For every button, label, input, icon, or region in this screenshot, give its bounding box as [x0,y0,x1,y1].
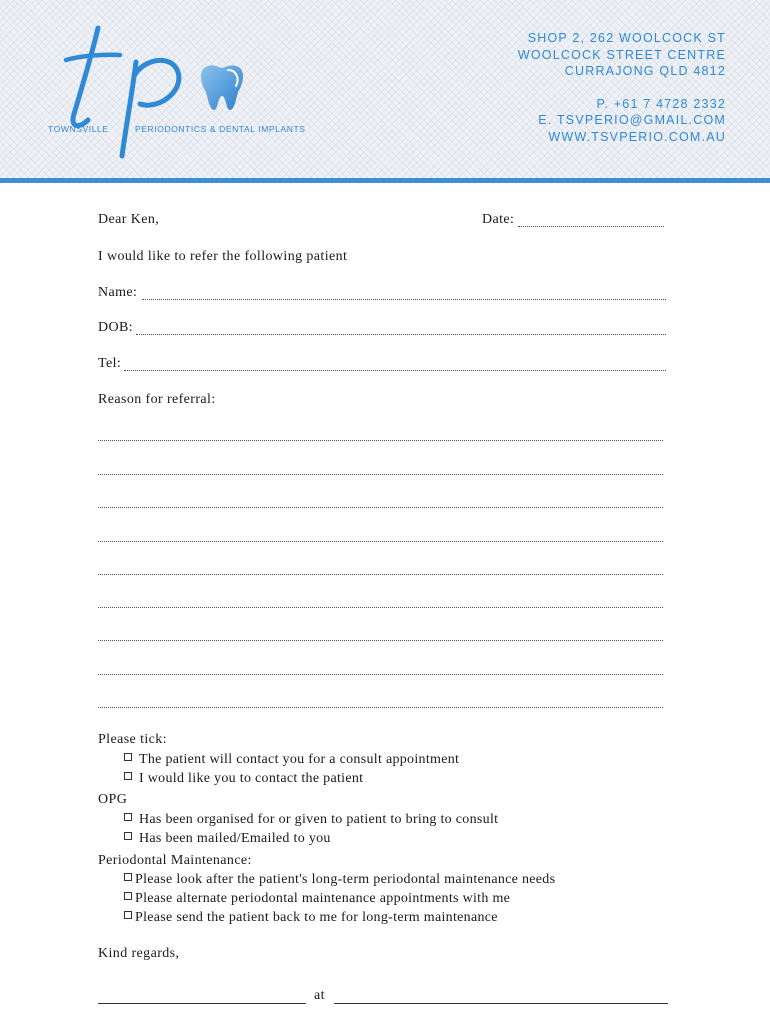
maintenance-option-1[interactable]: Please look after the patient's long-term periodontal maintenance needs [124,872,555,888]
email-address: E. TSVPERIO@GMAIL.COM [538,113,726,127]
closing: Kind regards, [98,946,180,961]
address-line-1: SHOP 2, 262 WOOLCOCK ST [527,31,726,45]
checkbox[interactable] [124,892,132,900]
address-line-2: WOOLCOCK STREET CENTRE [517,47,726,62]
at-label: at [314,988,325,1003]
website-url: WWW.TSVPERIO.COM.AU [548,129,726,144]
reason-line[interactable] [98,440,663,441]
reason-line[interactable] [98,640,663,641]
maintenance-option-2[interactable]: Please alternate periodontal maintenance appointments with me [124,891,510,907]
brand-townsville: TOWNSVILLE [48,124,109,134]
tel-label: Tel: [98,356,122,371]
date-label: Date: [482,212,515,227]
tel-field[interactable] [124,370,666,371]
reason-line[interactable] [98,541,663,542]
please-tick-label: Please tick: [98,732,167,747]
signature-line[interactable] [98,1003,306,1004]
consult-option-2[interactable]: I would like you to contact the patient [124,771,363,787]
opg-label: OPG [98,792,128,807]
reason-line[interactable] [98,507,663,508]
location-line[interactable] [334,1003,668,1004]
dob-field[interactable] [136,334,666,335]
tooth-icon [198,62,246,112]
checkbox[interactable] [124,873,132,881]
checkbox[interactable] [124,813,132,821]
reason-label: Reason for referral: [98,392,216,407]
maintenance-option-3[interactable]: Please send the patient back to me for long-term maintenance [124,910,498,926]
dob-label: DOB: [98,320,134,335]
checkbox[interactable] [124,911,132,919]
intro-text: I would like to refer the following patient [98,249,348,264]
date-field[interactable] [518,226,664,227]
salutation: Dear Ken, [98,212,160,227]
reason-line[interactable] [98,607,663,608]
reason-line[interactable] [98,474,663,475]
address-line-3: CURRAJONG QLD 4812 [564,64,726,78]
brand-periodontics: PERIODONTICS & DENTAL IMPLANTS [135,124,306,134]
reason-line[interactable] [98,574,663,575]
phone-number: P. +61 7 4728 2332 [596,96,726,111]
consult-option-1[interactable]: The patient will contact you for a consult appointment [124,752,459,768]
opg-option-2[interactable]: Has been mailed/Emailed to you [124,831,331,847]
header-divider [0,178,770,183]
name-field[interactable] [142,299,666,300]
reason-line[interactable] [98,707,663,708]
checkbox[interactable] [124,772,132,780]
contact-block [518,30,726,145]
name-label: Name: [98,285,138,300]
checkbox[interactable] [124,832,132,840]
opg-option-1[interactable]: Has been organised for or given to patient to bring to consult [124,812,498,828]
maintenance-label: Periodontal Maintenance: [98,853,252,868]
reason-line[interactable] [98,674,663,675]
checkbox[interactable] [124,753,132,761]
